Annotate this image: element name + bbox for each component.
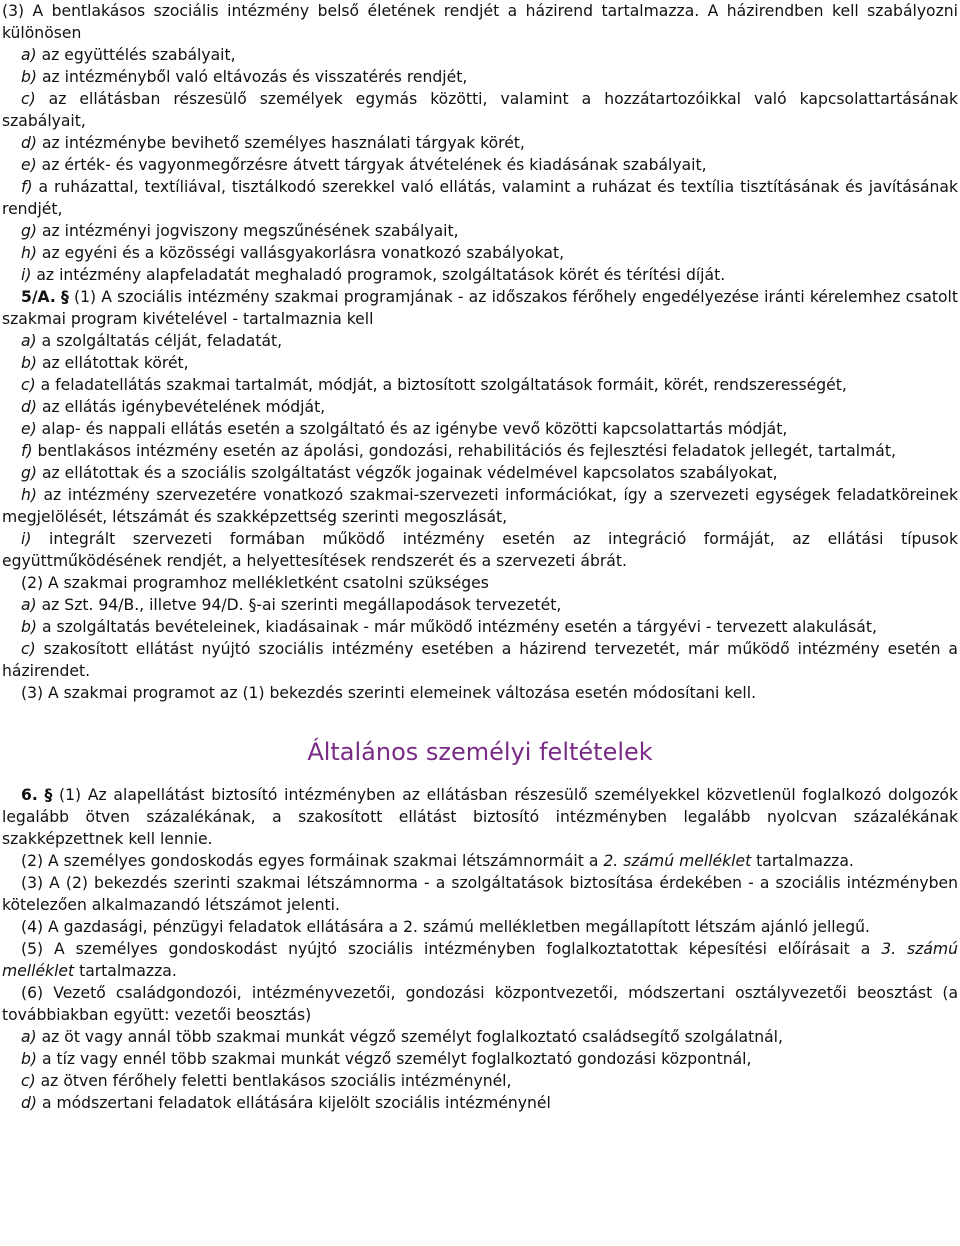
paragraph-text: a szolgáltatás bevételeinek, kiadásainak - már működő intézmény esetén a tárgyévi - tervezett alakulását, <box>36 618 877 636</box>
paragraph-text: (3) A bentlakásos szociális intézmény belső életének rendjét a házirend tartalmazza. A házirendben kell szabályozni különösen <box>2 2 958 42</box>
paragraph-text: az öt vagy annál több szakmai munkát végző személyt foglalkoztató családsegítő szolgálatnál, <box>36 1028 783 1046</box>
paragraph <box>2 440 958 462</box>
paragraph <box>2 1048 958 1070</box>
paragraph-text: az intézményből való eltávozás és visszatérés rendjét, <box>36 68 468 86</box>
paragraph-text <box>38 786 45 804</box>
paragraph <box>2 572 958 594</box>
item-marker: a) <box>21 1028 37 1046</box>
paragraph <box>2 88 958 132</box>
paragraph-text: a ruházattal, textíliával, tisztálkodó szerekkel való ellátás, valamint a ruházat és textília tisztításának és javításának rendjét, <box>2 178 958 218</box>
paragraph-text: a tíz vagy ennél több szakmai munkát végző személyt foglalkoztató gondozási központnál, <box>36 1050 752 1068</box>
section-number: 6. <box>21 786 38 804</box>
paragraph <box>2 396 958 418</box>
paragraph <box>2 916 958 938</box>
section-heading: Általános személyi feltételek <box>307 738 653 766</box>
item-marker: f) <box>21 178 33 196</box>
paragraph <box>2 982 958 1026</box>
item-marker: b) <box>21 68 37 86</box>
paragraph <box>2 220 958 242</box>
paragraph-text: (4) A gazdasági, pénzügyi feladatok ellátására a 2. számú mellékletben megállapított létszám ajánló jellegű. <box>21 918 870 936</box>
item-marker: e) <box>21 156 37 174</box>
paragraph-text: (6) Vezető családgondozói, intézményvezetői, gondozási központvezetői, módszertani osztályvezetői beosztást (a továbbiakban együtt: vezetői beosztás) <box>2 984 958 1024</box>
section-number: 5/A. <box>21 288 56 306</box>
paragraph-text: a szolgáltatás célját, feladatát, <box>36 332 283 350</box>
paragraph-text: (3) A szakmai programot az (1) bekezdés szerinti elemeinek változása esetén módosítani kell. <box>21 684 757 702</box>
paragraph-text: az intézménybe bevihető személyes használati tárgyak körét, <box>36 134 525 152</box>
paragraph <box>2 682 958 704</box>
item-marker: f) <box>21 442 33 460</box>
paragraph <box>2 638 958 682</box>
paragraph <box>2 66 958 88</box>
paragraph-text: az egyéni és a közösségi vallásgyakorlásra vonatkozó szabályokat, <box>36 244 565 262</box>
item-marker: c) <box>21 90 36 108</box>
paragraph-text: (1) Az alapellátást biztosító intézményben az ellátásban részesülő személyekkel közvetlenül foglalkozó dolgozók legalább ötven százalékának, a szakosított ellátást biztosító intézményben legalább nyolcvan százalékának szakképzettnek kell lennie. <box>2 786 958 848</box>
item-marker: d) <box>21 1094 37 1112</box>
paragraph-text: az ellátás igénybevételének módját, <box>36 398 326 416</box>
paragraph <box>2 330 958 352</box>
paragraph <box>2 938 958 982</box>
paragraph <box>2 872 958 916</box>
paragraph-text: az intézmény szervezetére vonatkozó szakmai-szervezeti információkat, így a szervezeti egységek feladatköreinek megjelölését, létszámát és szakképzettség szerinti megoszlását, <box>2 486 958 526</box>
paragraph <box>2 286 958 330</box>
paragraph-text: tartalmazza. <box>74 962 177 980</box>
item-marker: i) <box>21 530 32 548</box>
paragraph-text: integrált szervezeti formában működő intézmény esetén az integráció formáját, az ellátási típusok együttműködésének rendjét, a helyettesítések rendszerét és a szervezeti ábrát. <box>2 530 958 570</box>
section-personnel-conditions <box>2 784 958 1114</box>
paragraph <box>2 374 958 396</box>
item-marker: 2. számú melléklet <box>603 852 752 870</box>
paragraph-text: (2) A szakmai programhoz mellékletként csatolni szükséges <box>21 574 489 592</box>
paragraph <box>2 594 958 616</box>
item-marker: c) <box>21 640 36 658</box>
item-marker: h) <box>21 486 37 504</box>
section-number: § <box>44 786 53 804</box>
paragraph <box>2 352 958 374</box>
paragraph-text: alap- és nappali ellátás esetén a szolgáltató és az igénybe vevő közötti kapcsolattartás módját, <box>36 420 788 438</box>
section-number: § <box>61 288 69 306</box>
paragraph-text: az intézmény alapfeladatát meghaladó programok, szolgáltatások körét és térítési díját. <box>31 266 726 284</box>
paragraph <box>2 0 958 44</box>
paragraph <box>2 1070 958 1092</box>
paragraph-text: bentlakásos intézmény esetén az ápolási, gondozási, rehabilitációs és fejlesztési feladatok jellegét, tartalmát, <box>32 442 896 460</box>
paragraph <box>2 264 958 286</box>
paragraph <box>2 616 958 638</box>
paragraph <box>2 154 958 176</box>
paragraph <box>2 784 958 850</box>
paragraph-text: az intézményi jogviszony megszűnésének szabályait, <box>36 222 459 240</box>
paragraph <box>2 132 958 154</box>
paragraph <box>2 242 958 264</box>
item-marker: g) <box>21 464 37 482</box>
paragraph-text: (1) A szociális intézmény szakmai programjának - az időszakos férőhely engedélyezése iránti kérelemhez csatolt szakmai program kivételével - tartalmaznia kell <box>2 288 958 328</box>
item-marker: b) <box>21 354 37 372</box>
item-marker: c) <box>21 1072 36 1090</box>
paragraph <box>2 1092 958 1114</box>
item-marker: 3. számú melléklet <box>2 940 958 980</box>
item-marker: e) <box>21 420 37 438</box>
paragraph-text: az ellátottak körét, <box>36 354 189 372</box>
item-marker: g) <box>21 222 37 240</box>
item-marker: a) <box>21 596 37 614</box>
item-marker: i) <box>21 266 32 284</box>
paragraph <box>2 484 958 528</box>
item-marker: b) <box>21 618 37 636</box>
paragraph <box>2 528 958 572</box>
paragraph-text: az ellátottak és a szociális szolgáltatást végzők jogainak védelmével kapcsolatos szabályokat, <box>36 464 778 482</box>
paragraph-text: az ötven férőhely feletti bentlakásos szociális intézménynél, <box>35 1072 512 1090</box>
item-marker: b) <box>21 1050 37 1068</box>
paragraph <box>2 418 958 440</box>
paragraph <box>2 176 958 220</box>
section-house-rules-and-program <box>2 0 958 704</box>
item-marker: d) <box>21 398 37 416</box>
paragraph-text: az érték- és vagyonmegőrzésre átvett tárgyak átvételének és kiadásának szabályait, <box>36 156 707 174</box>
paragraph-text: tartalmazza. <box>751 852 854 870</box>
paragraph <box>2 44 958 66</box>
paragraph-text: az együttélés szabályait, <box>36 46 236 64</box>
item-marker: a) <box>21 332 37 350</box>
paragraph-text: (5) A személyes gondoskodást nyújtó szociális intézményben foglalkoztatottak képesítési előírásait a <box>21 940 882 958</box>
item-marker: c) <box>21 376 36 394</box>
paragraph <box>2 850 958 872</box>
paragraph <box>2 1026 958 1048</box>
paragraph-text: az ellátásban részesülő személyek egymás közötti, valamint a hozzátartozóikkal való kapcsolattartásának szabályait, <box>2 90 958 130</box>
paragraph-text: a feladatellátás szakmai tartalmát, módját, a biztosított szolgáltatások formáit, körét, rendszerességét, <box>35 376 847 394</box>
paragraph-text: (3) A (2) bekezdés szerinti szakmai létszámnorma - a szolgáltatások biztosítása érdekében - a szociális intézményben kötelezően alkalmazandó létszámot jelenti. <box>2 874 958 914</box>
paragraph-text: a módszertani feladatok ellátására kijelölt szociális intézménynél <box>36 1094 551 1112</box>
paragraph-text: (2) A személyes gondoskodás egyes formáinak szakmai létszámnormáit a <box>21 852 604 870</box>
paragraph-text: szakosított ellátást nyújtó szociális intézmény esetében a házirend tervezetét, már működő intézmény esetén a házirendet. <box>2 640 958 680</box>
paragraph <box>2 462 958 484</box>
paragraph-text: az Szt. 94/B., illetve 94/D. §-ai szerinti megállapodások tervezetét, <box>36 596 562 614</box>
item-marker: h) <box>21 244 37 262</box>
item-marker: d) <box>21 134 37 152</box>
item-marker: a) <box>21 46 37 64</box>
